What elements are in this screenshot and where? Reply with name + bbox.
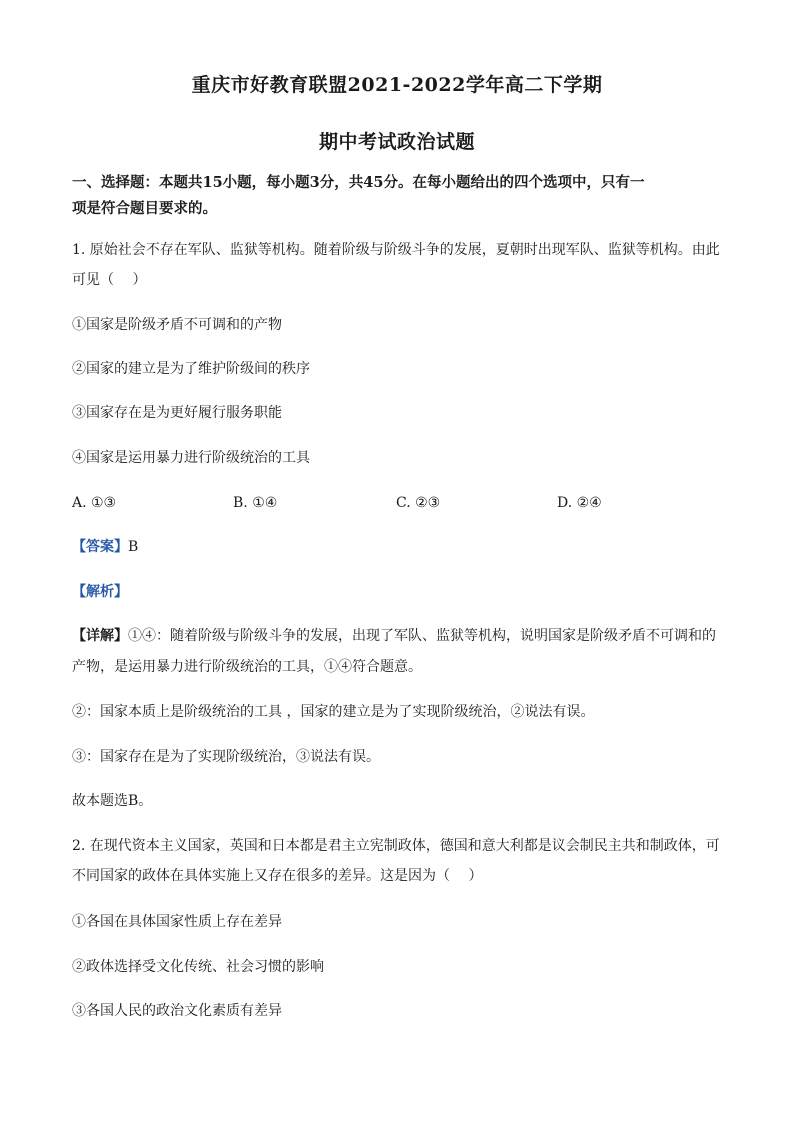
- question1-stem-line2: 可见（ ）: [72, 272, 147, 288]
- answer-value: B: [128, 539, 139, 555]
- question1-option-a: A. ①③: [72, 495, 117, 511]
- question1-item-1: ①国家是阶级矛盾不可调和的产物: [72, 317, 282, 333]
- question1-detail-line2: 产物，是运用暴力进行阶级统治的工具，①④符合题意。: [72, 659, 422, 675]
- question1-detail-line1: [72, 626, 716, 646]
- question2-stem-line2: 不同国家的政体在具体实施上又存在很多的差异。这是因为（ ）: [72, 868, 483, 884]
- question1-conclusion: 故本题选B。: [72, 793, 153, 809]
- question1-item-4: ④国家是运用暴力进行阶级统治的工具: [72, 450, 310, 466]
- question2-item-2: ②政体选择受文化传统、社会习惯的影响: [72, 959, 324, 975]
- question1-answer: [72, 537, 138, 557]
- question2-item-3: ③各国人民的政治文化素质有差异: [72, 1003, 282, 1019]
- detail-label: 【详解】: [72, 628, 128, 644]
- document-title-line2: 期中考试政治试题: [318, 131, 475, 153]
- question1-stem-line1: 1. 原始社会不存在军队、监狱等机构。随着阶级与阶级斗争的发展，夏朝时出现军队、监狱等机构。由此: [72, 242, 720, 258]
- question1-option-b: B. ①④: [233, 495, 278, 511]
- section-heading-line2: 项是符合题目要求的。: [72, 200, 217, 217]
- analysis-label: 【解析】: [72, 584, 128, 600]
- question2-item-1: ①各国在具体国家性质上存在差异: [72, 914, 282, 930]
- detail-text-line1: ①④：随着阶级与阶级斗争的发展，出现了军队、监狱等机构，说明国家是阶级矛盾不可调和的: [128, 628, 716, 644]
- question1-note-3: ③：国家存在是为了实现阶级统治，③说法有误。: [72, 749, 380, 765]
- question1-analysis: [72, 582, 128, 602]
- answer-label: 【答案】: [72, 539, 128, 555]
- question1-item-3: ③国家存在是为更好履行服务职能: [72, 405, 282, 421]
- section-heading-line1: 一、选择题：本题共15小题，每小题3分，共45分。在每小题给出的四个选项中，只有一: [72, 174, 645, 191]
- document-title-line1: 重庆市好教育联盟2021-2022学年高二下学期: [191, 74, 603, 96]
- question1-note-2: ②：国家本质上是阶级统治的工具 ，国家的建立是为了实现阶级统治，②说法有误。: [72, 704, 595, 720]
- question1-option-d: D. ②④: [557, 495, 602, 511]
- question2-stem-line1: 2. 在现代资本主义国家，英国和日本都是君主立宪制政体，德国和意大利都是议会制民主共和制政体，可: [72, 838, 720, 854]
- question1-item-2: ②国家的建立是为了维护阶级间的秩序: [72, 361, 310, 377]
- question1-option-c: C. ②③: [396, 495, 441, 511]
